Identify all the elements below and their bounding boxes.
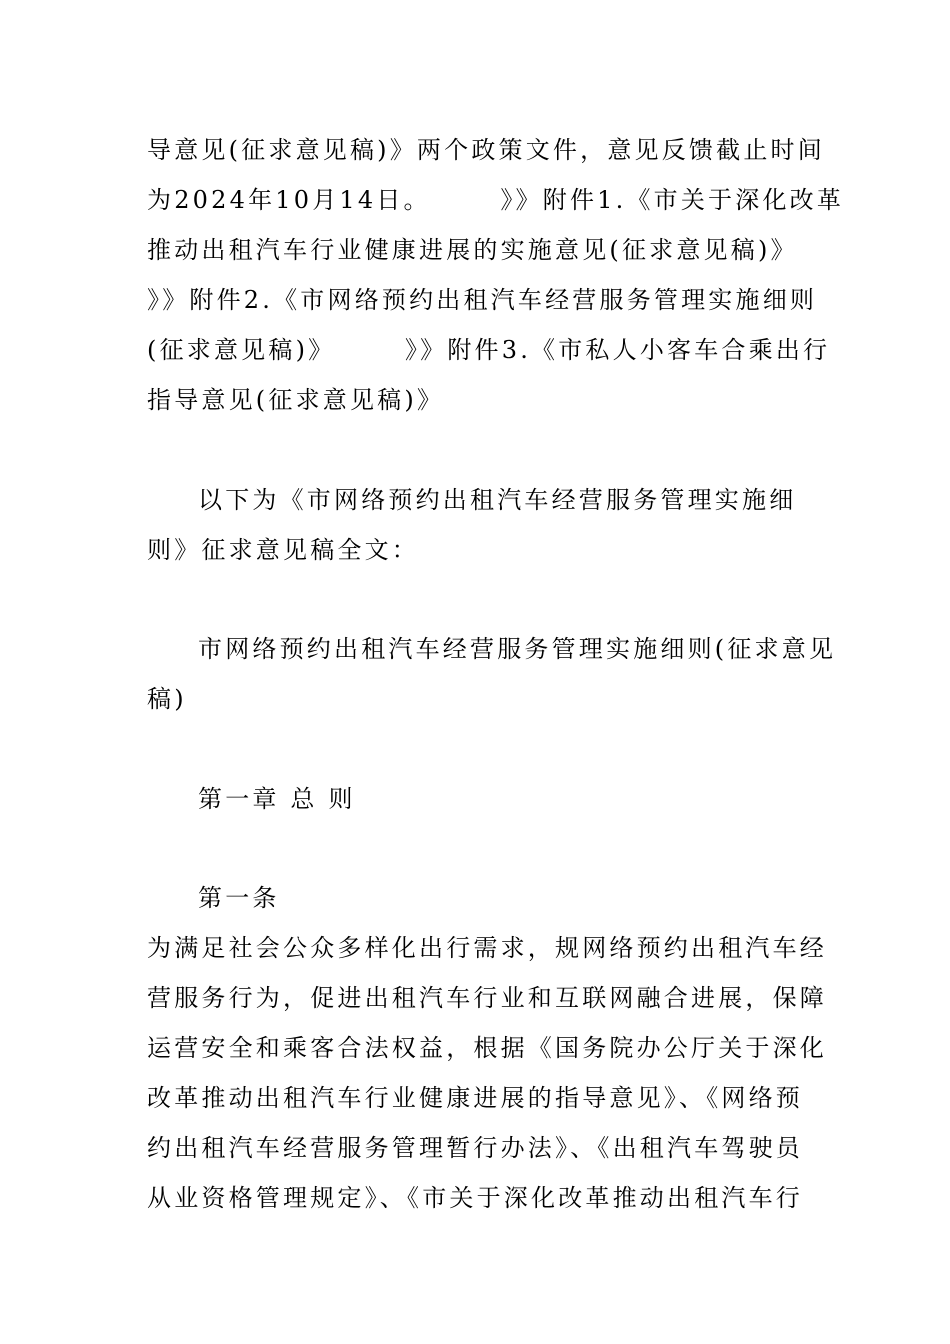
article-text-line: 营服务行为，促进出租汽车行业和互联网融合进展，保障 (147, 984, 827, 1012)
article-heading: 第一条 (198, 884, 280, 912)
article-text-line: 约出租汽车经营服务管理暂行办法》、《出租汽车驾驶员 (147, 1134, 803, 1162)
chapter-heading: 第一章 总 则 (198, 785, 356, 813)
article-text-line: 从业资格管理规定》、《市关于深化改革推动出租汽车行 (147, 1184, 803, 1212)
text-line: 指导意见(征求意见稿)》 (147, 386, 445, 414)
document-title-line: 稿) (147, 685, 187, 713)
article-text-line: 运营安全和乘客合法权益，根据《国务院办公厅关于深化 (147, 1034, 827, 1062)
text-line: 推动出租汽车行业健康进展的实施意见(征求意见稿)》 (147, 236, 798, 264)
intro-paragraph-line: 则》征求意见稿全文： (147, 536, 419, 564)
text-line: 》》附件2.《市网络预约出租汽车经营服务管理实施细则 (147, 286, 818, 314)
intro-paragraph-line: 以下为《市网络预约出租汽车经营服务管理实施细 (198, 486, 797, 514)
document-title-line: 市网络预约出租汽车经营服务管理实施细则(征求意见 (198, 635, 837, 663)
text-line: 为2024年10月14日。 》》附件1.《市关于深化改革 (147, 186, 845, 214)
text-line: 导意见(征求意见稿)》两个政策文件，意见反馈截止时间 (147, 136, 825, 164)
text-line: (征求意见稿)》 》》附件3.《市私人小客车合乘出行 (147, 336, 831, 364)
article-text-line: 为满足社会公众多样化出行需求，规网络预约出租汽车经 (147, 934, 827, 962)
article-text-line: 改革推动出租汽车行业健康进展的指导意见》、《网络预 (147, 1084, 803, 1112)
